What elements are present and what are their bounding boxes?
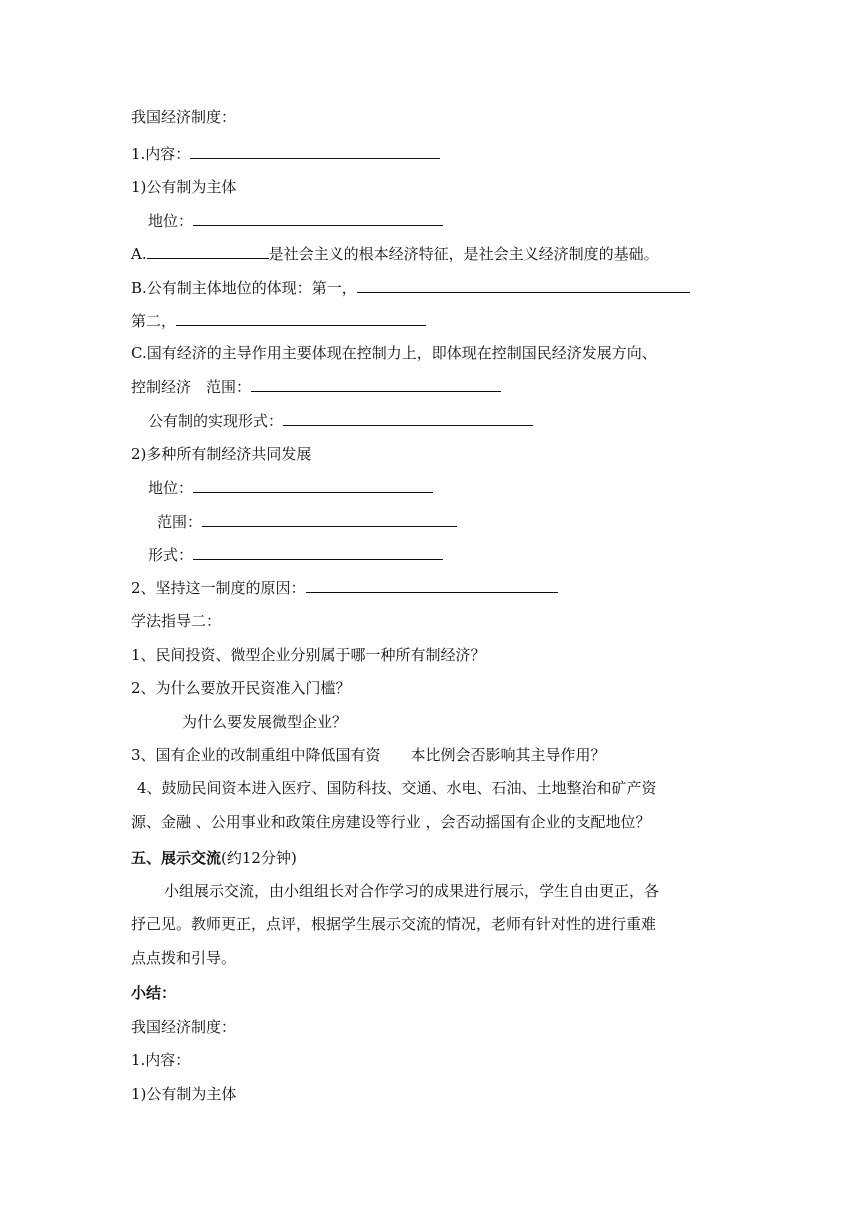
answer-blank[interactable] [190, 143, 440, 159]
guide-question-3: 3、国有企业的改制重组中降低国有资 本比例会否影响其主导作用？ [131, 746, 606, 764]
answer-blank[interactable] [147, 243, 269, 259]
status2-line: 地位： [148, 477, 433, 497]
guide-title: 学法指导二： [131, 612, 222, 630]
answer-blank[interactable] [176, 310, 426, 326]
multi-ownership-line: 2)多种所有制经济共同发展 [131, 445, 312, 463]
item-a-line: A. 是社会主义的根本经济特征，是社会主义经济制度的基础。 [131, 245, 659, 263]
item-c-line-2: 控制经济 范围： [131, 376, 501, 396]
summary-title: 小结： [131, 984, 177, 1002]
section5-paragraph-line-1: 小组展示交流，由小组组长对合作学习的成果进行展示，学生自由更正，各 [164, 882, 660, 900]
guide-question-4-line-2: 源、金融 、公用事业和政策住房建设等行业 ，会否动摇国有企业的支配地位？ [131, 813, 651, 831]
reason-line: 2、坚持这一制度的原因： [131, 577, 558, 597]
scope-line: 范围： [157, 511, 457, 531]
answer-blank[interactable] [193, 544, 443, 560]
answer-blank[interactable] [202, 511, 457, 527]
summary-content-label: 1.内容： [131, 1051, 191, 1069]
guide-question-2b: 为什么要发展微型企业？ [182, 713, 348, 731]
section5-title: 五、展示交流(约12分钟) [131, 849, 297, 867]
answer-blank[interactable] [283, 410, 533, 426]
summary-public-ownership: 1)公有制为主体 [131, 1085, 237, 1103]
item-c-line-1: C.国有经济的主导作用主要体现在控制力上，即体现在控制国民经济发展方向、 [131, 344, 657, 362]
section5-paragraph-line-2: 抒己见。教师更正，点评，根据学生展示交流的情况，老师有针对性的进行重难 [131, 915, 657, 933]
answer-blank[interactable] [193, 210, 443, 226]
section5-paragraph-line-3: 点点拨和引导。 [131, 949, 237, 967]
form-line: 形式： [148, 544, 443, 564]
answer-blank[interactable] [306, 577, 558, 593]
economic-system-heading: 我国经济制度： [131, 108, 237, 126]
item-b-line: B.公有制主体地位的体现：第一， [131, 277, 690, 297]
summary-heading: 我国经济制度： [131, 1018, 237, 1036]
realization-form-line: 公有制的实现形式： [148, 410, 533, 430]
status-line: 地位： [148, 210, 443, 230]
guide-question-4-line-1: 4、鼓励民间资本进入医疗、国防科技、交通、水电、石油、土地整治和矿产资 [137, 779, 657, 797]
answer-blank[interactable] [357, 277, 690, 293]
item-b-second-line: 第二， [131, 310, 426, 330]
guide-question-1: 1、民间投资、微型企业分别属于哪一种所有制经济？ [131, 646, 486, 664]
content-line: 1.内容： [131, 143, 440, 163]
guide-question-2: 2、为什么要放开民资准入门槛？ [131, 679, 351, 697]
answer-blank[interactable] [193, 477, 433, 493]
answer-blank[interactable] [251, 376, 501, 392]
public-ownership-line: 1)公有制为主体 [131, 178, 237, 196]
